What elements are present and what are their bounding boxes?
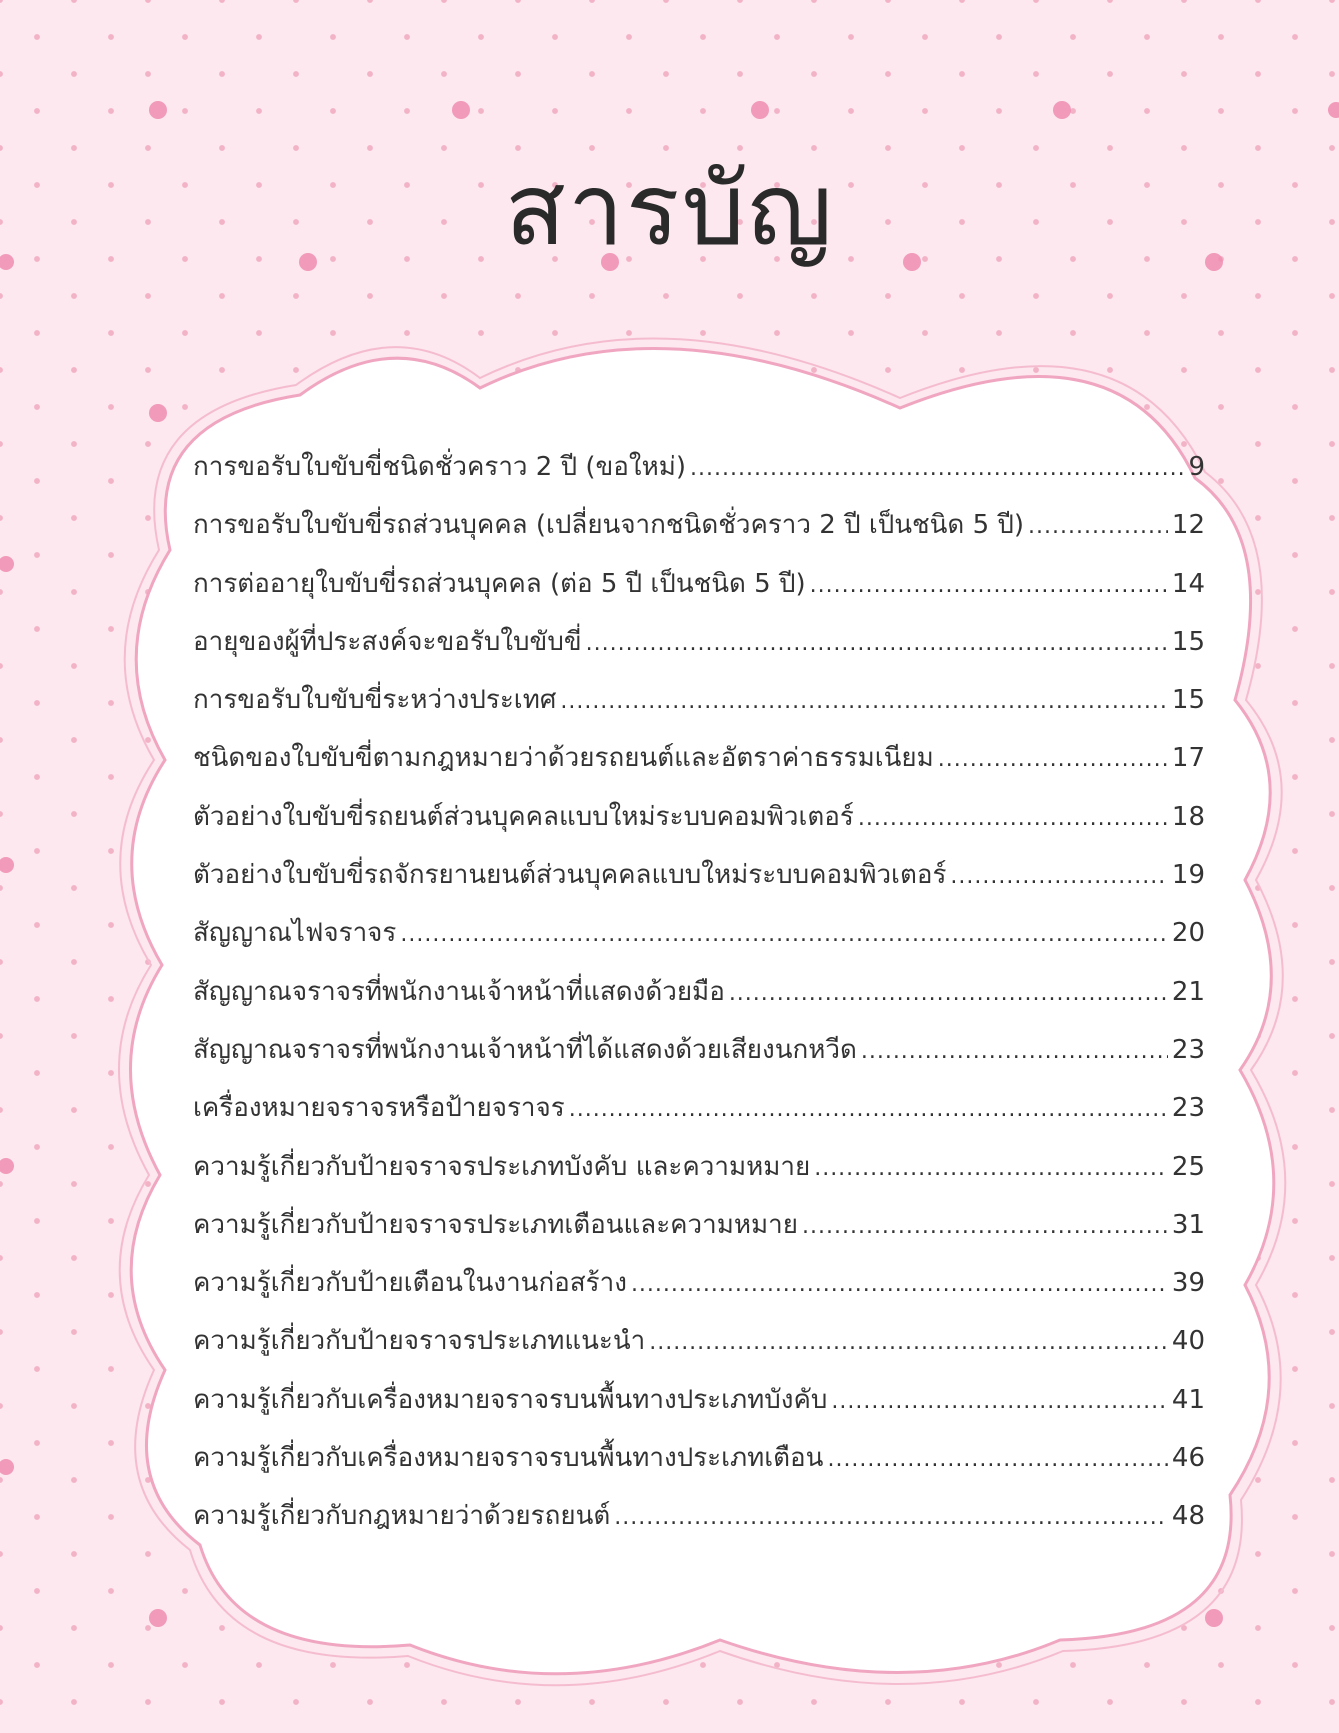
toc-dot-leader [569,1093,1168,1124]
toc-entry[interactable] [193,504,1205,562]
toc-entry[interactable] [193,737,1205,795]
toc-entry-page-number: 14 [1171,568,1205,599]
toc-entry[interactable] [193,1029,1205,1087]
toc-entry[interactable] [193,1262,1205,1320]
toc-entry[interactable] [193,1087,1205,1145]
toc-entry-page-number: 15 [1171,626,1205,657]
toc-dot-leader [560,685,1168,716]
toc-entry-page-number: 21 [1171,976,1205,1007]
toc-entry[interactable] [193,971,1205,1029]
toc-entry-title: ความรู้เกี่ยวกับเครื่องหมายจราจรบนพื้นทางประเภทเตือน [193,1443,824,1474]
toc-entry-title: ความรู้เกี่ยวกับกฎหมายว่าด้วยรถยนต์ [193,1501,611,1532]
toc-dot-leader [950,860,1168,891]
toc-dot-leader [858,802,1168,833]
toc-dot-leader [400,918,1168,949]
toc-entry[interactable] [193,563,1205,621]
toc-dot-leader [802,1210,1168,1241]
toc-entry-page-number: 19 [1171,860,1205,891]
toc-entry-page-number: 23 [1171,1034,1205,1065]
toc-entry[interactable] [193,1204,1205,1262]
toc-entry[interactable] [193,854,1205,912]
toc-entry[interactable] [193,679,1205,737]
toc-entry-title: ชนิดของใบขับขี่ตามกฎหมายว่าด้วยรถยนต์และอัตราค่าธรรมเนียม [193,743,934,774]
toc-entry-page-number: 46 [1171,1443,1205,1474]
toc-dot-leader [729,977,1168,1008]
toc-entry-page-number: 12 [1171,510,1205,541]
toc-entry-title: การขอรับใบขับขี่ชนิดชั่วคราว 2 ปี (ขอใหม่) [193,452,687,482]
toc-entry-page-number: 20 [1171,918,1205,949]
toc-entry[interactable] [193,1146,1205,1204]
toc-entry[interactable] [193,446,1205,504]
toc-entry-title: สัญญาณไฟจราจร [193,918,397,949]
toc-entry-title: การต่ออายุใบขับขี่รถส่วนบุคคล (ต่อ 5 ปี เป็นชนิด 5 ปี) [193,568,806,599]
toc-dot-leader [810,569,1168,600]
toc-dot-leader [614,1501,1168,1532]
toc-entry-title: ตัวอย่างใบขับขี่รถจักรยานยนต์ส่วนบุคคลแบบใหม่ระบบคอมพิวเตอร์ [193,860,947,891]
toc-entry-title: ความรู้เกี่ยวกับป้ายเตือนในงานก่อสร้าง [193,1268,627,1299]
toc-dot-leader [690,452,1184,483]
table-of-contents [193,446,1205,1554]
toc-entry-page-number: 40 [1171,1326,1205,1357]
toc-entry-title: ความรู้เกี่ยวกับป้ายจราจรประเภทแนะนำ [193,1326,646,1357]
toc-dot-leader [861,1035,1168,1066]
toc-entry-title: สัญญาณจราจรที่พนักงานเจ้าหน้าที่แสดงด้วยมือ [193,976,725,1007]
toc-dot-leader [1028,510,1168,541]
toc-entry-title: สัญญาณจราจรที่พนักงานเจ้าหน้าที่ได้แสดงด้วยเสียงนกหวีด [193,1034,857,1065]
toc-entry-title: อายุของผู้ที่ประสงค์จะขอรับใบขับขี่ [193,626,582,657]
toc-entry[interactable] [193,1320,1205,1378]
toc-entry-title: ความรู้เกี่ยวกับเครื่องหมายจราจรบนพื้นทางประเภทบังคับ [193,1384,828,1415]
toc-dot-leader [814,1152,1168,1183]
toc-entry[interactable] [193,1495,1205,1553]
toc-entry-page-number: 41 [1171,1384,1205,1415]
toc-entry[interactable] [193,912,1205,970]
toc-entry[interactable] [193,1437,1205,1495]
toc-entry-title: ตัวอย่างใบขับขี่รถยนต์ส่วนบุคคลแบบใหม่ระบบคอมพิวเตอร์ [193,801,854,832]
toc-entry-page-number: 48 [1171,1501,1205,1532]
toc-entry-page-number: 25 [1171,1151,1205,1182]
toc-entry-page-number: 18 [1171,801,1205,832]
toc-entry[interactable] [193,1379,1205,1437]
toc-entry-title: ความรู้เกี่ยวกับป้ายจราจรประเภทเตือนและความหมาย [193,1209,798,1240]
page-title: สารบัญ [504,151,835,268]
toc-entry-page-number: 15 [1171,685,1205,716]
toc-dot-leader [631,1268,1168,1299]
toc-entry-page-number: 39 [1171,1268,1205,1299]
toc-entry-title: การขอรับใบขับขี่รถส่วนบุคคล (เปลี่ยนจากชนิดชั่วคราว 2 ปี เป็นชนิด 5 ปี) [193,510,1025,541]
toc-dot-leader [586,627,1168,658]
toc-dot-leader [649,1326,1168,1357]
toc-entry[interactable] [193,796,1205,854]
toc-entry-title: เครื่องหมายจราจรหรือป้ายจราจร [193,1093,565,1124]
toc-entry-title: การขอรับใบขับขี่ระหว่างประเทศ [193,685,557,716]
toc-dot-leader [827,1443,1167,1474]
toc-entry-title: ความรู้เกี่ยวกับป้ายจราจรประเภทบังคับ และความหมาย [193,1151,811,1182]
toc-entry-page-number: 31 [1171,1209,1205,1240]
toc-entry-page-number: 9 [1188,452,1205,482]
toc-dot-leader [938,743,1168,774]
toc-dot-leader [831,1385,1168,1416]
toc-entry-page-number: 23 [1171,1093,1205,1124]
toc-entry[interactable] [193,621,1205,679]
toc-entry-page-number: 17 [1171,743,1205,774]
